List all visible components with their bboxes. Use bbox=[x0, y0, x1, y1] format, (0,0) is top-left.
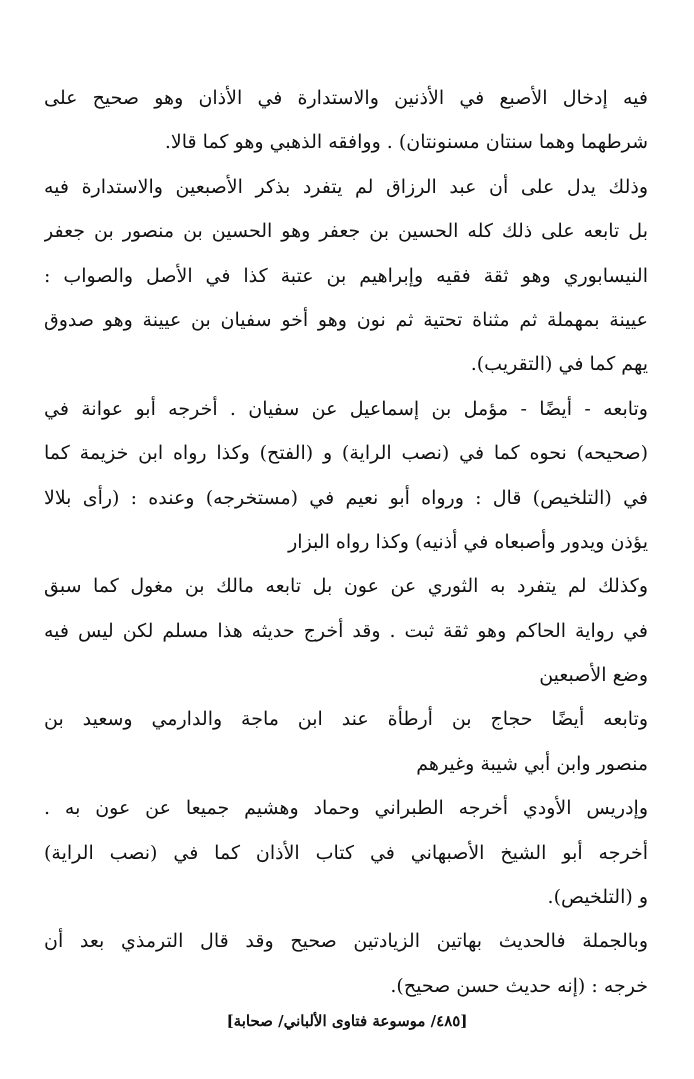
text-line: شرطهما وهما سنتان مسنونتان) . ووافقه الذهبي وهو كما قالا. bbox=[164, 131, 648, 154]
text-line: و (التلخيص). bbox=[547, 886, 648, 909]
text-line: يهم كما في (التقريب). bbox=[470, 353, 648, 376]
text-line: في رواية الحاكم وهو ثقة ثبت . وقد أخرج حديثه هذا مسلم لكن ليس فيه bbox=[44, 619, 648, 642]
text-line: عيينة بمهملة ثم مثناة تحتية ثم نون وهو أخو سفيان بن عيينة وهو صدوق bbox=[44, 308, 648, 331]
body-text bbox=[44, 76, 648, 1008]
text-line: منصور وابن أبي شيبة وغيرهم bbox=[416, 752, 648, 775]
text-line: فيه إدخال الأصبع في الأذنين والاستدارة في الأذان وهو صحيح على bbox=[44, 87, 648, 109]
text-line: وبالجملة فالحديث بهاتين الزيادتين صحيح وقد قال الترمذي بعد أن bbox=[44, 930, 648, 953]
text-line: وتابعه أيضًا حجاج بن أرطأة عند ابن ماجة والدارمي وسعيد بن bbox=[44, 708, 648, 731]
text-line: يؤذن ويدور وأصبعاه في أذنيه) وكذا رواه البزار bbox=[288, 530, 648, 553]
text-line: وضع الأصبعين bbox=[539, 664, 648, 687]
text-line: وتابعه - أيضًا - مؤمل بن إسماعيل عن سفيان . أخرجه أبو عوانة في bbox=[44, 397, 648, 420]
text-line: في (التلخيص) قال : ورواه أبو نعيم في (مستخرجه) وعنده : (رأى بلالا bbox=[44, 486, 648, 509]
text-line: وإدريس الأودي أخرجه الطبراني وحماد وهشيم جميعا عن عون به . bbox=[44, 797, 648, 820]
text-line: وكذلك لم يتفرد به الثوري عن عون بل تابعه مالك بن مغول كما سبق bbox=[44, 575, 648, 598]
text-line: (صحيحه) نحوه كما في (نصب الراية) و (الفتح) وكذا رواه ابن خزيمة كما bbox=[44, 442, 648, 465]
page-footer: [٤٨٥/ موسوعة فتاوى الألباني/ صحابة] bbox=[226, 1012, 468, 1030]
text-line: بل تابعه على ذلك كله الحسين بن جعفر وهو الحسين بن منصور بن جعفر bbox=[44, 220, 648, 243]
text-line: أخرجه أبو الشيخ الأصبهاني في كتاب الأذان كما في (نصب الراية) bbox=[44, 841, 648, 864]
text-line: النيسابوري وهو ثقة فقيه وإبراهيم بن عتبة كذا في الأصل والصواب : bbox=[44, 264, 648, 287]
text-line: وذلك يدل على أن عبد الرزاق لم يتفرد بذكر الأصبعين والاستدارة فيه bbox=[44, 175, 648, 198]
text-line: خرجه : (إنه حديث حسن صحيح). bbox=[390, 974, 648, 997]
